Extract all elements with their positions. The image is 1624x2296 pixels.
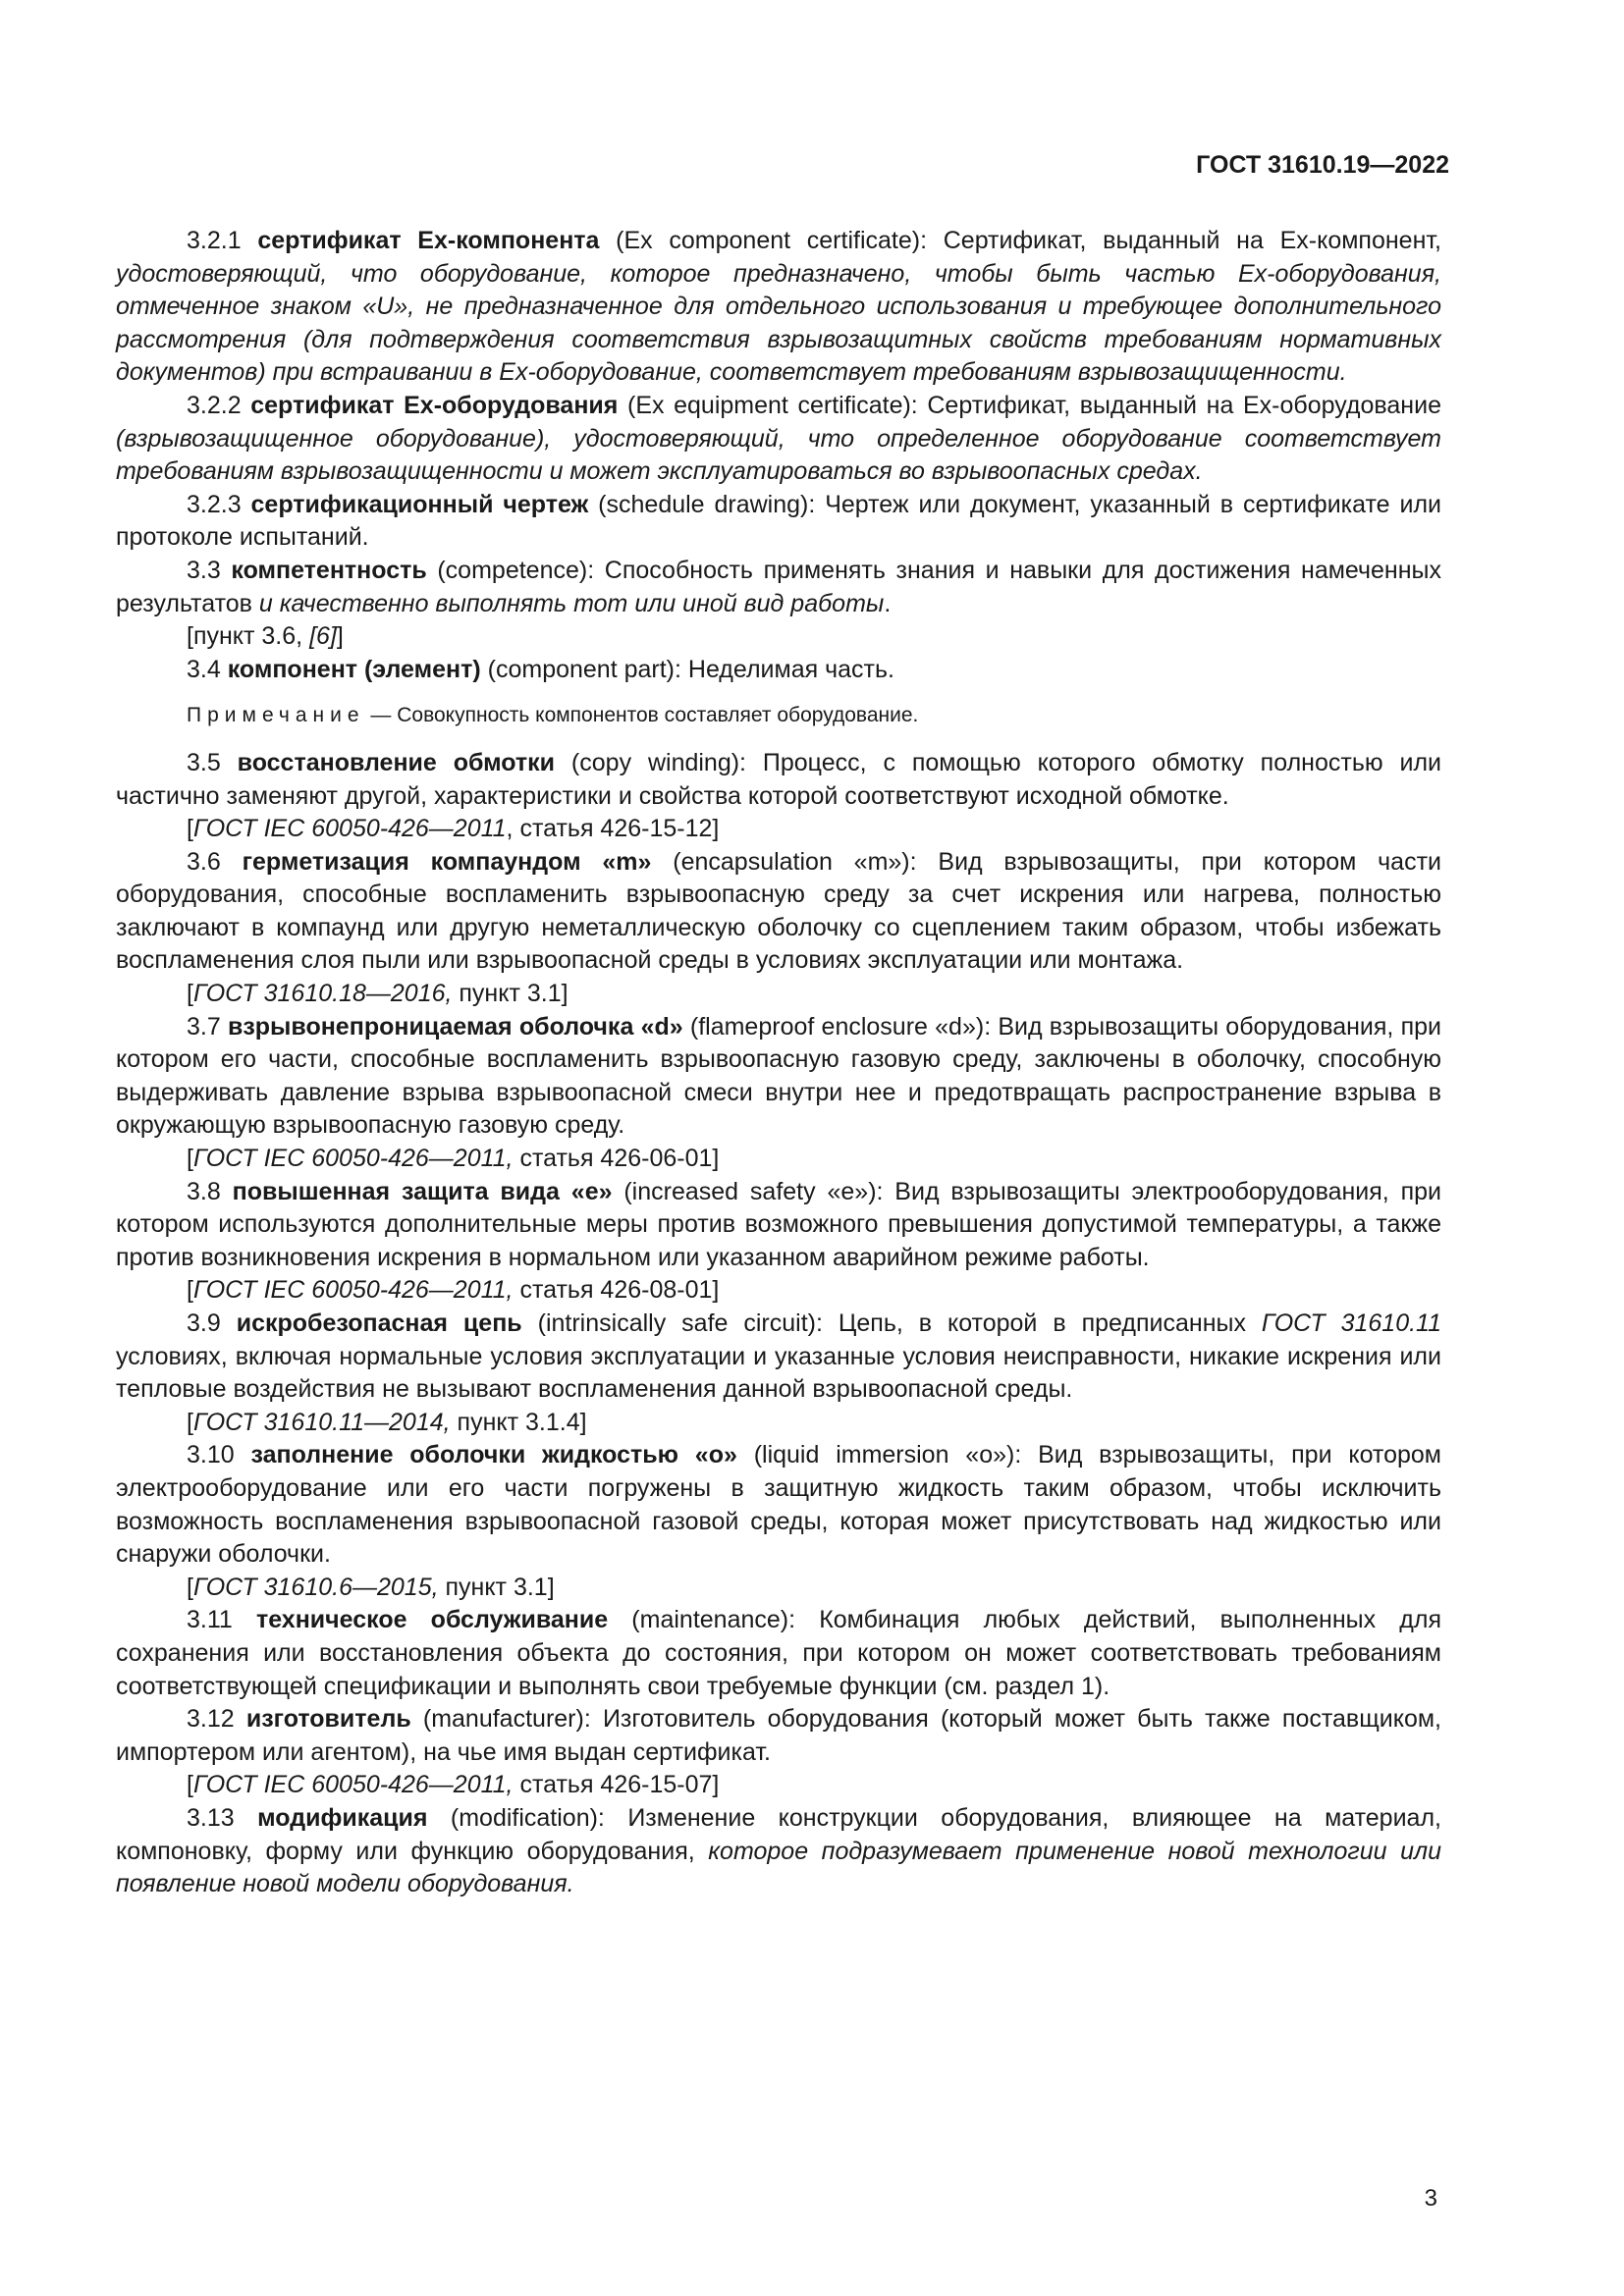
term-paragraph [116,1604,1441,1703]
note-label: Примечание [187,704,365,727]
terms-content [116,225,1441,1901]
term-paragraph [116,1572,1441,1605]
body-text: (liquid immersion «о»): Вид взрывозащиты, при котором электрооборудование или его части погружены в защитную жидкость таким образом, чтобы исключить возможность воспламенения взрывоопасной газовой среды, которая может присутствовать над жидкостью или снаружи оболочки. [116,1441,1441,1569]
body-text: (Ex component certificate): Сертификат, выданный на Ex-компонент, [599,227,1441,254]
body-text: [ [187,1573,193,1601]
term-name: сертификат Ex-компонента [257,227,600,254]
term-paragraph [116,978,1441,1011]
emphasis-text: ГОСТ 31610.18—2016, [192,980,453,1008]
term-paragraph [116,1802,1441,1901]
emphasis-text: ГОСТ 31610.11 [1261,1309,1442,1337]
term-paragraph [116,489,1441,555]
term-name: искробезопасная цепь [236,1309,522,1337]
body-text: (Ex equipment certificate): Сертификат, выданный на Ex-оборудование [618,391,1441,419]
emphasis-text: [6] [309,622,337,651]
term-name: изготовитель [245,1705,411,1734]
term-paragraph [116,1407,1441,1440]
body-text: статья 426-15-07] [513,1771,720,1799]
term-name: заполнение оболочки жидкостью «о» [250,1441,737,1469]
body-text: [ [187,1771,193,1799]
term-paragraph [116,1769,1441,1802]
body-text: 3.6 [187,847,243,876]
term-name: сертификат Ex-оборудования [250,391,619,419]
body-text: [ [187,1408,193,1436]
term-paragraph [116,1703,1441,1769]
body-text: [пункт 3.6, [187,622,310,651]
body-text: (copy winding): Процесс, с помощью которого обмотку полностью или частично заменяют другой, характеристики и свойства которой соответствуют исходной обмотке. [116,748,1441,810]
body-text: [ [187,1145,193,1173]
body-text: 3.2.1 [187,227,258,254]
emphasis-text: удостоверяющий, что оборудование, которое предназначено, чтобы быть частью Ex-оборудования, отмеченное знаком «U», не предназначенное для отдельного использования и требующее дополнительного рассмотрения (для подтверждения соответствия взрывозащитных свойств требованиям нормативных документов) при встраивании в Ex-оборудование, соответствует требованиям взрывозащищенности. [116,259,1441,387]
document-number: ГОСТ 31610.19—2022 [1196,151,1449,179]
body-text: (competence): Способность применять знания и навыки для достижения намеченных результатов [116,556,1441,617]
body-text: условиях, включая нормальные условия эксплуатации и указанные условия неисправности, никакие искрения или тепловые воздействия не вызывают воспламенения данной взрывоопасной среды. [116,1342,1441,1404]
body-text: [ [187,980,193,1008]
body-text: пункт 3.1.4] [450,1408,587,1436]
body-text: 3.4 [187,655,228,683]
term-paragraph [116,1176,1441,1275]
body-text: 3.13 [187,1803,258,1832]
term-paragraph [116,225,1441,390]
emphasis-text: ГОСТ IEC 60050-426—2011 [192,815,507,843]
body-text: (modification): Изменение конструкции оборудования, влияющее на материал, компоновку, форму или функцию оборудования, [116,1803,1441,1865]
body-text: (schedule drawing): Чертеж или документ, указанный в сертификате или протоколе испытаний. [116,490,1442,552]
body-text: [ [187,815,193,843]
term-paragraph [116,620,1441,654]
body-text: 3.10 [187,1441,251,1469]
term-paragraph [116,813,1441,846]
body-text: 3.8 [187,1177,233,1205]
body-text: [ [187,1276,193,1305]
body-text: 3.7 [187,1012,228,1041]
term-name: сертификационный чертеж [250,490,589,518]
body-text: статья 426-08-01] [513,1276,720,1305]
body-text: 3.5 [187,748,238,776]
term-paragraph [116,1274,1441,1308]
body-text: 3.3 [187,556,232,584]
emphasis-text: ГОСТ IEC 60050-426—2011, [192,1276,514,1305]
term-paragraph [116,1308,1441,1407]
term-paragraph [116,846,1441,978]
note-text: — Совокупность компонентов составляет оборудование. [364,704,919,727]
body-text: 3.12 [187,1705,246,1734]
term-name: компонент (элемент) [227,655,481,683]
emphasis-text: и качественно выполнять тот или иной вид работы [258,589,885,617]
note [116,699,1441,732]
body-text: (flameproof enclosure «d»): Вид взрывозащиты оборудования, при котором его части, способные воспламенить взрывоопасную газовую среду, заключены в оболочку, способную выдерживать давление взрыва взрывоопасной смеси внутри нее и предотвращать распространение взрыва в окружающую взрывоопасную газовую среду. [116,1012,1441,1140]
body-text: (intrinsically safe circuit): Цепь, в которой в предписанных [521,1309,1262,1337]
body-text: 3.2.2 [187,391,251,419]
emphasis-text: ГОСТ IEC 60050-426—2011, [192,1145,514,1173]
term-name: восстановление обмотки [237,748,556,776]
body-text: , статья 426-15-12] [506,815,720,843]
body-text: пункт 3.1] [438,1573,555,1601]
emphasis-text: которое подразумевает применение новой технологии или появление новой модели оборудования. [116,1837,1441,1898]
term-name: герметизация компаундом «m» [242,847,652,876]
term-name: взрывонепроницаемая оболочка «d» [227,1012,683,1041]
body-text: ] [336,622,344,651]
body-text: 3.11 [187,1606,256,1634]
term-name: модификация [257,1803,428,1832]
body-text: (component part): Неделимая часть. [480,655,894,683]
term-paragraph [116,747,1441,813]
term-paragraph [116,555,1441,620]
body-text: . [884,589,892,617]
term-paragraph [116,1011,1441,1143]
term-paragraph [116,654,1441,687]
body-text: статья 426-06-01] [513,1145,720,1173]
body-text: (manufacturer): Изготовитель оборудования (который может быть также поставщиком, импортером или агентом), на чье имя выдан сертификат. [116,1705,1441,1766]
term-name: компетентность [231,556,427,584]
body-text: пункт 3.1] [452,980,568,1008]
term-name: техническое обслуживание [255,1606,609,1634]
body-text: (maintenance): Комбинация любых действий, выполненных для сохранения или восстановления объекта до состояния, при котором он может соответствовать требованиям соответствующей спецификации и выполнять свои требуемые функции (см. раздел 1). [116,1606,1441,1700]
body-text: (increased safety «е»): Вид взрывозащиты электрооборудования, при котором используются дополнительные меры против возможного превышения допустимой температуры, а также против возникновения искрения в нормальном или указанном аварийном режиме работы. [116,1177,1442,1271]
body-text: (encapsulation «m»): Вид взрывозащиты, при котором части оборудования, способные воспламенить взрывоопасную среду за счет искрения или нагрева, полностью заключают в компаунд или другую неметаллическую оболочку со сцеплением таким образом, чтобы избежать воспламенения слоя пыли или взрывоопасной среды в условиях эксплуатации или монтажа. [116,847,1441,975]
emphasis-text: ГОСТ 31610.11—2014, [192,1408,451,1436]
emphasis-text: ГОСТ IEC 60050-426—2011, [192,1771,514,1799]
term-name: повышенная защита вида «е» [232,1177,613,1205]
body-text: 3.9 [187,1309,237,1337]
emphasis-text: ГОСТ 31610.6—2015, [192,1573,439,1601]
page-number: 3 [1424,2185,1437,2212]
term-paragraph [116,1439,1441,1571]
body-text: 3.2.3 [187,490,251,518]
emphasis-text: (взрывозащищенное оборудование), удостоверяющий, что определенное оборудование соответствует требованиям взрывозащищенности и может эксплуатироваться во взрывоопасных средах. [116,424,1441,486]
term-paragraph [116,1143,1441,1176]
term-paragraph [116,390,1441,489]
